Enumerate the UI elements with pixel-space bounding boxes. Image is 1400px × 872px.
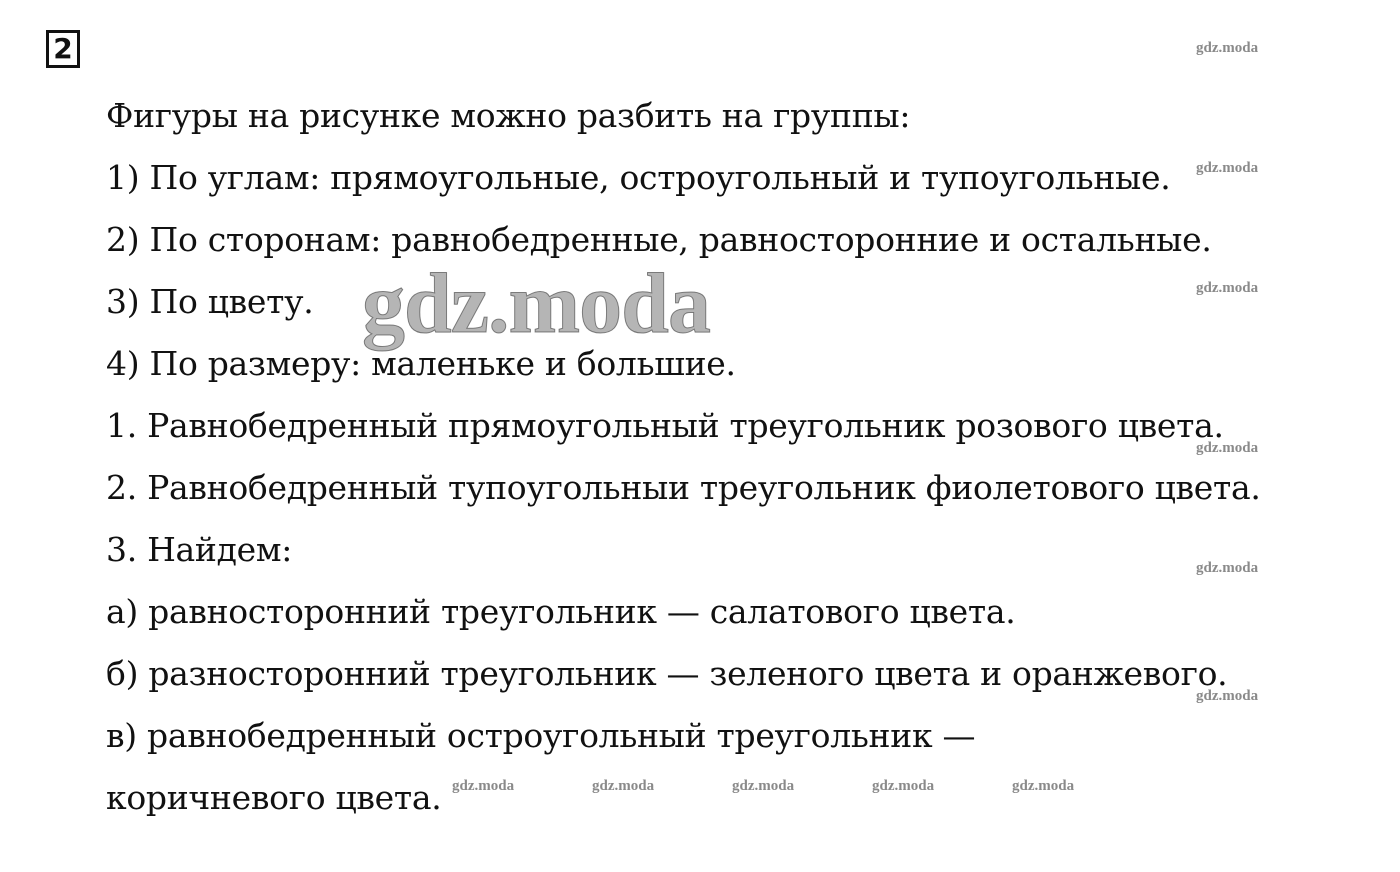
text-line-2: 1) По углам: прямоугольные, остроугольный и тупоугольные. bbox=[106, 158, 1171, 197]
watermark-small: gdz.moda bbox=[1196, 160, 1259, 176]
text-line-1: Фигуры на рисунке можно разбить на группы: bbox=[106, 96, 911, 135]
watermark-small: gdz.moda bbox=[732, 778, 795, 794]
text-line-4: 3) По цвету. bbox=[106, 282, 314, 321]
watermark-small: gdz.moda bbox=[1196, 560, 1259, 576]
text-line-6: 1. Равнобедренный прямоугольный треугольник розового цвета. bbox=[106, 406, 1224, 445]
watermark-small: gdz.moda bbox=[592, 778, 655, 794]
text-line-12: коричневого цвета. bbox=[106, 778, 442, 817]
text-line-9: а) равносторонний треугольник — салатового цвета. bbox=[106, 592, 1016, 631]
task-number-box: 2 bbox=[46, 30, 80, 68]
watermark-large: gdz.moda bbox=[362, 255, 710, 351]
text-line-7: 2. Равнобедренный тупоугольныи треугольник фиолетового цвета. bbox=[106, 468, 1261, 507]
watermark-small: gdz.moda bbox=[452, 778, 515, 794]
text-line-8: 3. Найдем: bbox=[106, 530, 293, 569]
watermark-small: gdz.moda bbox=[1196, 440, 1259, 456]
watermark-small: gdz.moda bbox=[1196, 280, 1259, 296]
text-line-3: 2) По сторонам: равнобедренные, равносторонние и остальные. bbox=[106, 220, 1212, 259]
text-line-10: б) разносторонний треугольник — зеленого цвета и оранжевого. bbox=[106, 654, 1228, 693]
watermark-small: gdz.moda bbox=[1196, 688, 1259, 704]
watermark-small: gdz.moda bbox=[1196, 40, 1259, 56]
watermark-small: gdz.moda bbox=[1012, 778, 1075, 794]
text-line-5: 4) По размеру: маленьке и большие. bbox=[106, 344, 736, 383]
text-line-11: в) равнобедренный остроугольный треугольник — bbox=[106, 716, 976, 755]
watermark-small: gdz.moda bbox=[872, 778, 935, 794]
